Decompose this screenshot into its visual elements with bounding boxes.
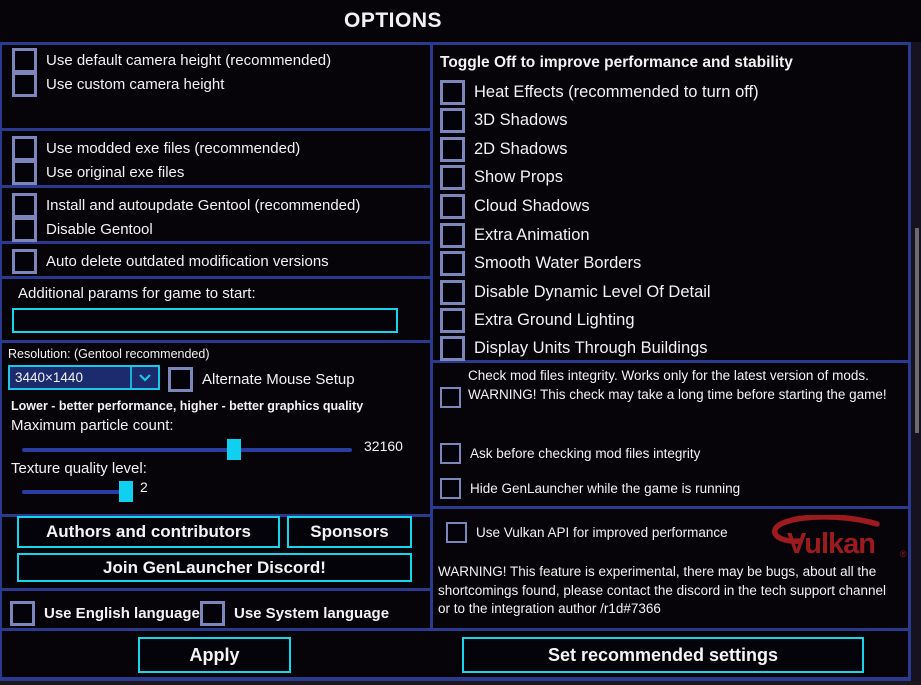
- checkbox-icon: [446, 522, 467, 543]
- resolution-select[interactable]: [8, 365, 160, 390]
- checkbox-icon: [440, 336, 465, 361]
- checkbox-icon: [12, 136, 37, 161]
- params-label: Additional params for game to start:: [18, 285, 256, 302]
- divider: [0, 185, 433, 188]
- checkbox-default-camera-height[interactable]: [12, 48, 331, 73]
- checkbox-system-language[interactable]: [200, 601, 389, 626]
- checkbox-label: Disable Dynamic Level Of Detail: [474, 283, 711, 301]
- checkbox-smooth-water[interactable]: [440, 251, 641, 276]
- checkbox-2d-shadows[interactable]: [440, 137, 568, 162]
- dropdown-separator: [130, 367, 132, 388]
- checkbox-heat-effects[interactable]: [440, 80, 759, 105]
- particle-count-label: Maximum particle count:: [11, 417, 174, 434]
- checkbox-icon: [440, 443, 461, 464]
- vulkan-logo: [765, 515, 913, 561]
- divider: [0, 628, 911, 631]
- svg-text:Vulkan: Vulkan: [787, 528, 876, 560]
- divider: [0, 340, 433, 343]
- checkbox-label: Use Vulkan API for improved performance: [476, 525, 728, 540]
- checkbox-display-units-through-buildings[interactable]: [440, 336, 708, 361]
- checkbox-label: Disable Gentool: [46, 221, 153, 238]
- checkbox-icon: [440, 137, 465, 162]
- slider-thumb[interactable]: [227, 439, 241, 460]
- checkbox-auto-delete-outdated[interactable]: [12, 249, 329, 274]
- checkbox-ask-before-integrity[interactable]: [440, 443, 700, 464]
- checkbox-icon: [440, 280, 465, 305]
- checkbox-label: Use modded exe files (recommended): [46, 140, 301, 157]
- divider: [0, 42, 911, 45]
- texture-quality-label: Texture quality level:: [11, 460, 147, 477]
- checkbox-label: Heat Effects (recommended to turn off): [474, 83, 759, 101]
- left-border: [0, 42, 2, 681]
- checkbox-hide-genlauncher[interactable]: [440, 478, 740, 499]
- page-title: OPTIONS: [343, 9, 442, 32]
- checkbox-icon: [440, 308, 465, 333]
- check-mod-integrity-label: Check mod files integrity. Works only for the latest version of mods. WARNING! This check may take a long time before starting the game!: [468, 368, 887, 402]
- vulkan-warning-text: WARNING! This feature is experimental, there may be bugs, about all the shortcomings found, please contact the discord in the tech support channel or to the integration author /r1d#7366: [438, 564, 887, 616]
- sponsors-button[interactable]: Sponsors: [287, 516, 412, 548]
- checkbox-icon: [440, 478, 461, 499]
- checkbox-label: Install and autoupdate Gentool (recommended): [46, 197, 361, 214]
- checkbox-label: Use System language: [234, 605, 390, 622]
- params-input[interactable]: [12, 308, 398, 333]
- toggle-section-header: Toggle Off to improve performance and stability: [440, 54, 793, 71]
- checkbox-icon: [10, 601, 35, 626]
- checkbox-cloud-shadows[interactable]: [440, 194, 590, 219]
- checkbox-show-props[interactable]: [440, 165, 563, 190]
- checkbox-icon: [12, 160, 37, 185]
- checkbox-label: Hide GenLauncher while the game is running: [470, 481, 741, 496]
- checkbox-check-mod-integrity[interactable]: [440, 387, 461, 408]
- divider: [0, 128, 433, 131]
- checkbox-label: Use original exe files: [46, 164, 185, 181]
- checkbox-icon: [12, 48, 37, 73]
- checkbox-3d-shadows[interactable]: [440, 108, 568, 133]
- checkbox-original-exe[interactable]: [12, 160, 184, 185]
- texture-quality-slider[interactable]: [22, 490, 133, 494]
- checkbox-label: Extra Animation: [474, 226, 590, 244]
- checkbox-disable-gentool[interactable]: [12, 217, 153, 242]
- discord-button[interactable]: Join GenLauncher Discord!: [17, 553, 412, 582]
- checkbox-label: Smooth Water Borders: [474, 254, 642, 272]
- checkbox-label: 3D Shadows: [474, 111, 568, 129]
- checkbox-alternate-mouse[interactable]: [168, 367, 355, 392]
- chevron-down-icon: [132, 374, 158, 382]
- apply-button[interactable]: Apply: [138, 637, 291, 673]
- checkbox-install-gentool[interactable]: [12, 193, 360, 218]
- set-recommended-button[interactable]: Set recommended settings: [462, 637, 864, 673]
- performance-note: Lower - better performance, higher - better graphics quality: [11, 399, 364, 413]
- checkbox-label: Auto delete outdated modification versions: [46, 253, 329, 270]
- checkbox-custom-camera-height[interactable]: [12, 72, 224, 97]
- checkbox-icon: [440, 108, 465, 133]
- checkbox-modded-exe[interactable]: [12, 136, 300, 161]
- divider: [0, 276, 433, 279]
- checkbox-label: 2D Shadows: [474, 140, 568, 158]
- checkbox-extra-animation[interactable]: [440, 223, 590, 248]
- checkbox-extra-ground-lighting[interactable]: [440, 308, 635, 333]
- particle-count-value: 32160: [364, 438, 403, 454]
- checkbox-icon: [440, 251, 465, 276]
- checkbox-icon: [440, 194, 465, 219]
- resolution-value: 3440×1440: [15, 370, 83, 385]
- checkbox-label: Use custom camera height: [46, 76, 225, 93]
- checkbox-english-language[interactable]: [10, 601, 200, 626]
- checkbox-label: Extra Ground Lighting: [474, 311, 635, 329]
- checkbox-label: Ask before checking mod files integrity: [470, 446, 701, 461]
- checkbox-icon: [200, 601, 225, 626]
- checkbox-icon: [440, 165, 465, 190]
- particle-count-slider[interactable]: [22, 448, 352, 452]
- checkbox-icon: [12, 217, 37, 242]
- checkbox-use-vulkan[interactable]: [446, 522, 728, 543]
- resolution-label: Resolution: (Gentool recommended): [8, 347, 210, 361]
- divider: [430, 506, 911, 509]
- texture-quality-value: 2: [140, 479, 148, 495]
- checkbox-label: Use English language: [44, 605, 200, 622]
- background-scrollbar: [915, 228, 919, 433]
- checkbox-icon: [440, 387, 461, 408]
- divider: [0, 588, 433, 591]
- authors-button[interactable]: Authors and contributors: [17, 516, 280, 548]
- slider-thumb[interactable]: [119, 481, 133, 502]
- checkbox-icon: [440, 223, 465, 248]
- svg-text:®: ®: [900, 549, 907, 559]
- checkbox-label: Cloud Shadows: [474, 197, 590, 215]
- checkbox-icon: [12, 249, 37, 274]
- checkbox-disable-dynamic-lod[interactable]: [440, 280, 711, 305]
- checkbox-label: Display Units Through Buildings: [474, 339, 708, 357]
- checkbox-icon: [440, 80, 465, 105]
- checkbox-icon: [12, 193, 37, 218]
- checkbox-icon: [168, 367, 193, 392]
- background-app-sliver: [0, 681, 921, 685]
- checkbox-label: Alternate Mouse Setup: [202, 371, 355, 388]
- checkbox-label: Use default camera height (recommended): [46, 52, 332, 69]
- checkbox-label: Show Props: [474, 168, 563, 186]
- checkbox-icon: [12, 72, 37, 97]
